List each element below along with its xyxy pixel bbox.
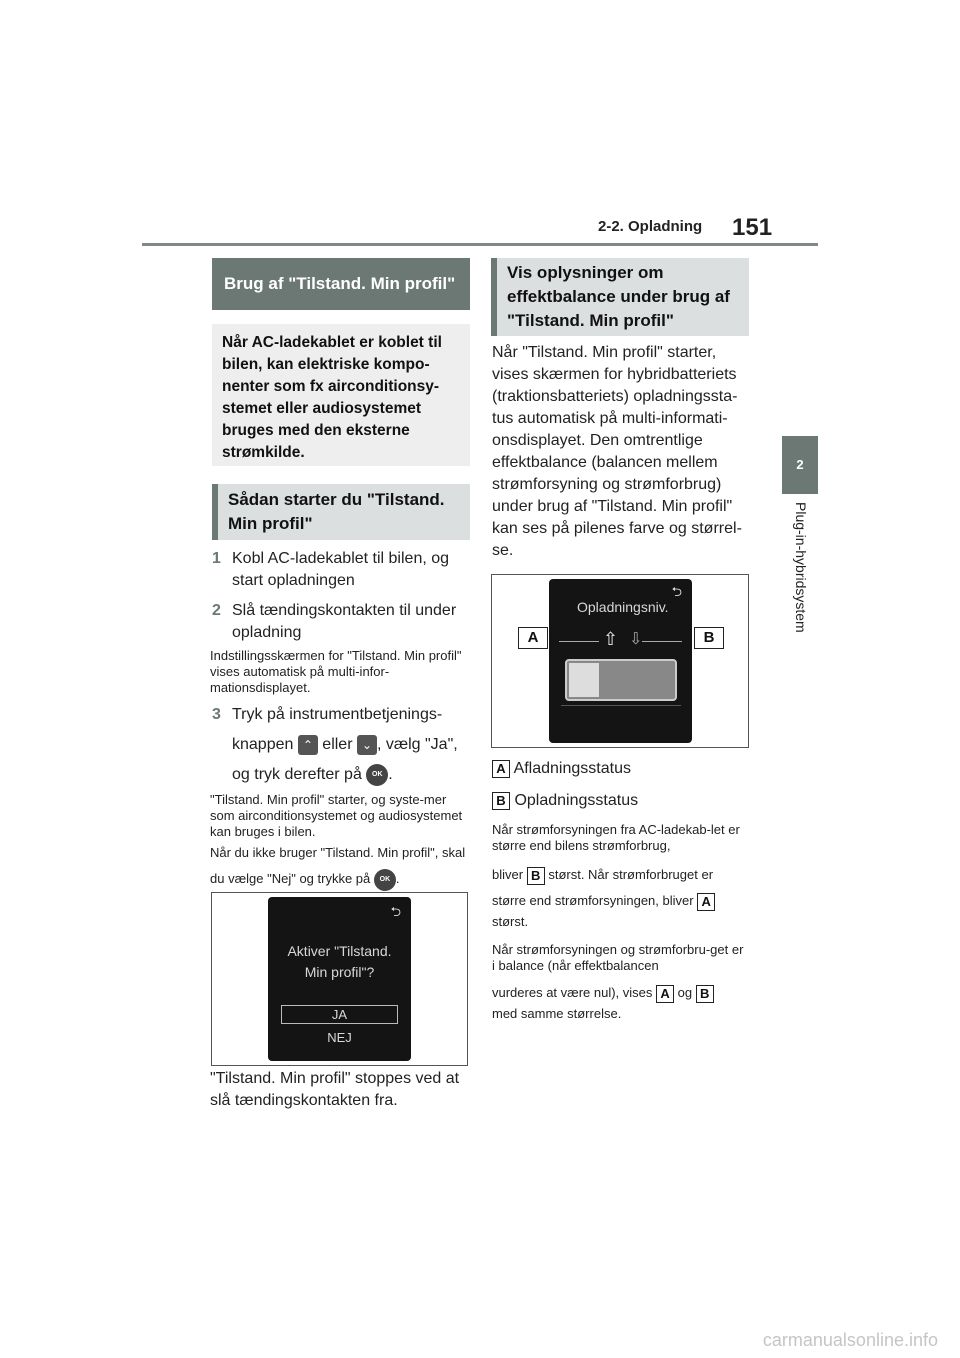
- step-number: 2: [212, 602, 221, 619]
- note-power-1d: størst.: [492, 914, 529, 929]
- step-text: Tryk på instrumentbetjenings-knappen: [232, 706, 443, 753]
- step-number: 1: [212, 550, 221, 567]
- display-figure-2: [491, 574, 749, 748]
- note-power-2b: [492, 980, 748, 1006]
- screen-title-line2: Min profil"?: [304, 964, 375, 980]
- legend-key: B: [492, 792, 510, 810]
- intro-box: [212, 324, 470, 466]
- display-screen: [549, 579, 692, 743]
- scale-line: [561, 705, 681, 706]
- step-3: [212, 700, 470, 790]
- header-rule: [142, 243, 818, 246]
- watermark-text: carmanualsonline.info: [762, 1330, 938, 1350]
- chevron-up-icon: ⌃: [298, 735, 318, 755]
- step-text: Kobl AC-ladekablet til bilen, og start opladningen: [232, 550, 450, 589]
- chapter-label-text: Plug-in-hybridsystem: [793, 502, 809, 633]
- note-power-2c: med samme størrelse.: [492, 1006, 622, 1021]
- step-number: 3: [212, 706, 221, 723]
- charge-arrow-icon: ⇩: [629, 631, 643, 648]
- note-text: større end strømforsyningen, bliver: [492, 893, 694, 908]
- note-nej: [210, 840, 472, 892]
- line-left: [559, 641, 599, 642]
- legend-text: Opladningsstatus: [514, 792, 639, 809]
- legend-item: [492, 790, 748, 812]
- battery-outline: [565, 659, 677, 701]
- note-indstilling: Indstillingsskærmen for "Tilstand. Min profil" vises automatisk på multi-infor-mationsdisplayet.: [210, 648, 462, 695]
- inline-key-b: B: [527, 867, 545, 885]
- inline-key-a: A: [697, 893, 715, 911]
- chevron-down-icon: ⌄: [357, 735, 377, 755]
- legend: [492, 758, 748, 812]
- discharge-arrow-icon: ⇧: [603, 629, 619, 649]
- note-text: bliver: [492, 867, 524, 882]
- note-nej-end: .: [395, 871, 400, 886]
- heading-saadan-starter-text: Sådan starter du "Tilstand. Min profil": [228, 490, 445, 533]
- note-power-1c: [492, 888, 748, 914]
- chapter-label: [782, 502, 818, 652]
- note-text: størst. Når strømforbruget er: [548, 867, 714, 882]
- line-right: [642, 641, 682, 642]
- page-number: 151: [732, 214, 773, 241]
- note-text: og: [677, 985, 693, 1000]
- heading-saadan-starter: [212, 484, 470, 540]
- step-1: [212, 548, 470, 592]
- option-nej: NEJ: [327, 1030, 352, 1045]
- legend-text: Afladningsstatus: [513, 760, 631, 777]
- legend-item: [492, 758, 748, 780]
- screen-title: Opladningsniv.: [577, 599, 669, 615]
- section-title: 2-2. Opladning: [598, 218, 703, 235]
- screen-title-line1: Aktiver "Tilstand.: [287, 943, 392, 959]
- outro-text: "Tilstand. Min profil" stoppes ved at slå tændingskontakten fra.: [210, 1070, 460, 1109]
- inline-key-a: A: [656, 985, 674, 1003]
- step-text: , vælg "Ja", og tryk derefter på: [232, 736, 458, 783]
- ok-button-icon: OK: [374, 869, 396, 891]
- note-text: vurderes at være nul), vises: [492, 985, 653, 1000]
- intro-text: Når AC-ladekablet er koblet til bilen, kan elektriske kompo-nenter som fx airconditionsy-stemet eller audiosystemet bruges med den eksterne strømkilde.: [222, 334, 442, 461]
- option-ja: JA: [331, 1007, 348, 1022]
- step-text: Slå tændingskontakten til under opladning: [232, 602, 457, 641]
- callout-b: B: [694, 627, 724, 649]
- note-power-1: Når strømforsyningen fra AC-ladekab-let er større end bilens strømforbrug,: [492, 822, 740, 853]
- note-power-2: Når strømforsyningen og strømforbru-get er i balance (når effektbalancen: [492, 942, 744, 973]
- note-nej-text: Når du ikke bruger "Tilstand. Min profil", skal du vælge "Nej" og trykke på: [210, 845, 466, 886]
- note-starter: "Tilstand. Min profil" starter, og syste-mer som airconditionsystemet og audiosystemet kan bruges i bilen.: [210, 792, 463, 839]
- display-screen: [268, 897, 411, 1061]
- chapter-tab: 2: [782, 436, 818, 494]
- heading-brug-af-text: Brug af "Tilstand. Min profil": [224, 274, 456, 293]
- ok-button-icon: OK: [366, 764, 388, 786]
- back-icon: ⮌: [671, 584, 682, 599]
- inline-key-b: B: [696, 985, 714, 1003]
- legend-key: A: [492, 760, 510, 778]
- steps-list: [212, 548, 470, 652]
- heading-vis-oplysninger-text: Vis oplysninger om effektbalance under brug af "Tilstand. Min profil": [507, 263, 730, 330]
- step-2: [212, 600, 470, 644]
- battery-level: [569, 663, 599, 697]
- back-icon: ⮌: [390, 904, 401, 919]
- heading-brug-af: [212, 258, 470, 310]
- step-text: .: [388, 766, 393, 783]
- heading-vis-oplysninger: [491, 258, 749, 336]
- right-paragraph: Når "Tilstand. Min profil" starter, vises skærmen for hybridbatteriets (traktionsbatteriets) opladningssta-tus automatisk på multi-informati-onsdisplayet. Den omtrentlige effektbalance (balancen mellem strømforsyning og strømforbrug) under brug af "Tilstand. Min profil" kan ses på pilenes farve og størrel-se.: [492, 344, 742, 559]
- step-text: eller: [322, 736, 353, 753]
- callout-a: A: [518, 627, 548, 649]
- note-power-1b: [492, 862, 748, 888]
- display-figure-1: [211, 892, 468, 1066]
